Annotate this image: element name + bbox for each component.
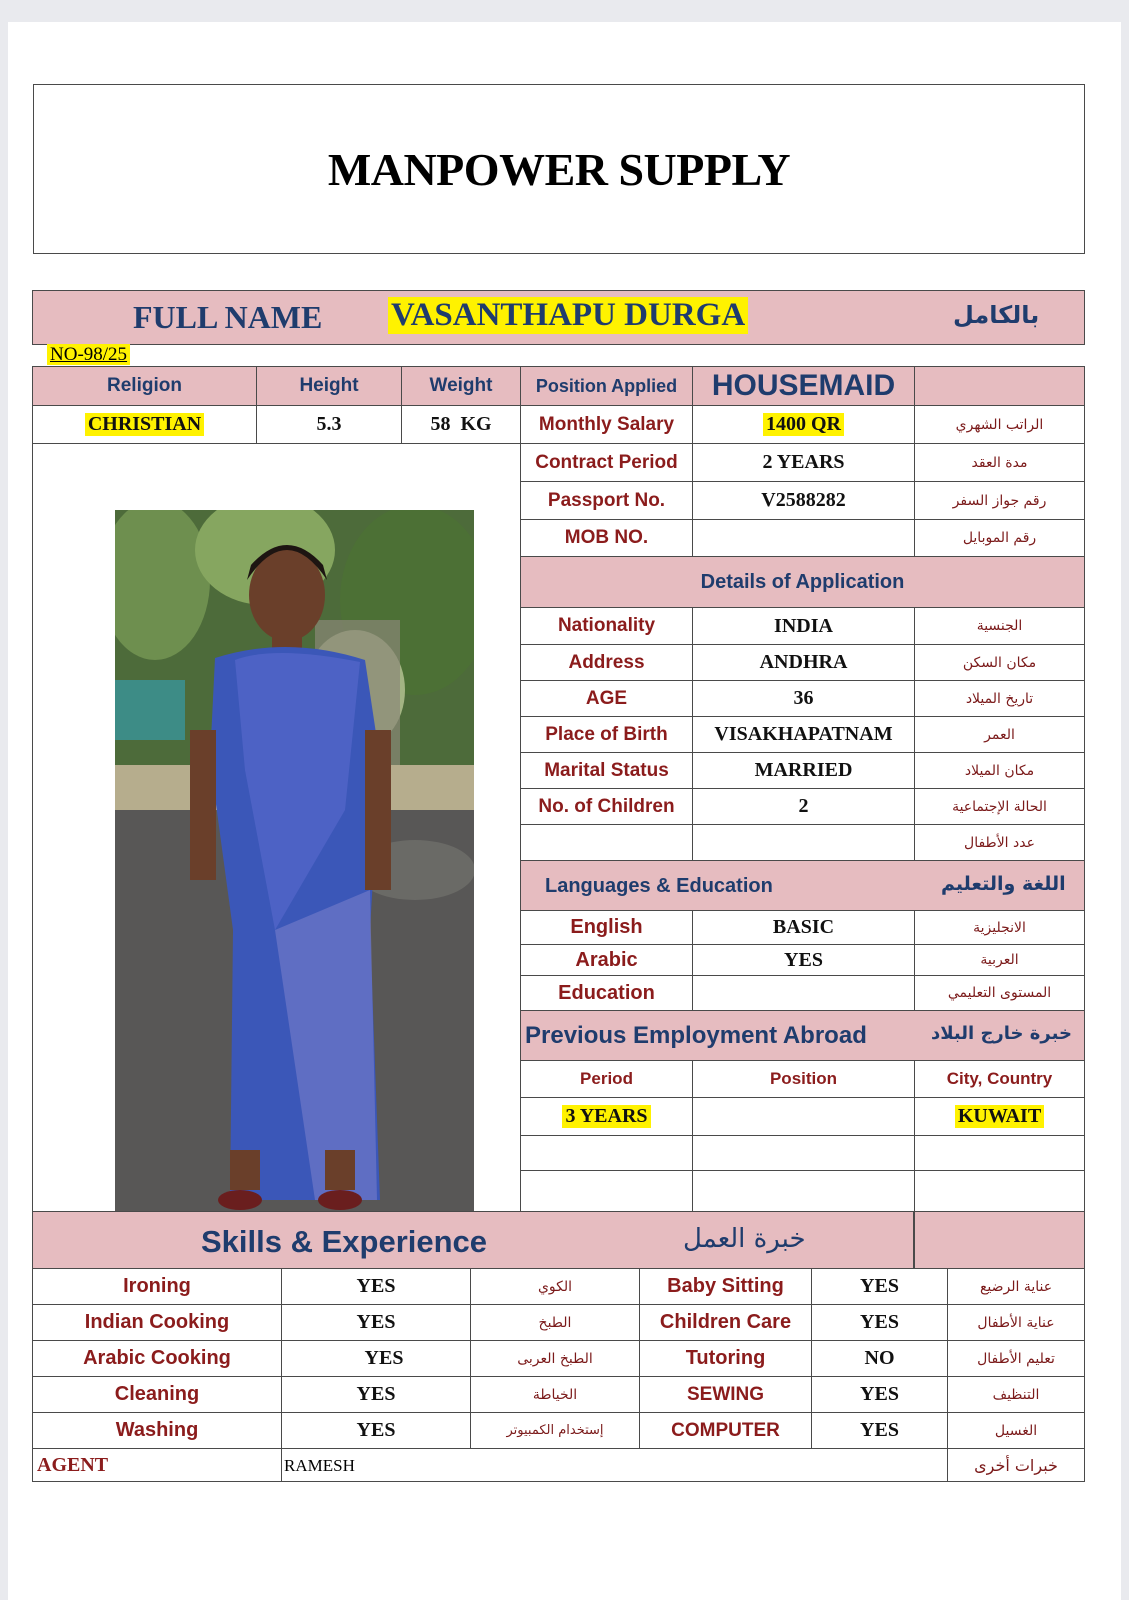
skills-header: [32, 1211, 1085, 1269]
employment-header-label: Previous Employment Abroad: [525, 1022, 867, 1049]
height-header: Height: [256, 366, 402, 406]
position-value: HOUSEMAID: [692, 366, 915, 406]
employment-empty-row: [914, 1170, 1085, 1212]
skill-washing: Washing: [32, 1412, 282, 1449]
agent-label-cell: [32, 1448, 282, 1482]
skill-cleaning: Cleaning: [32, 1376, 282, 1413]
skill-indian-cooking-ar: الطبخ: [470, 1304, 640, 1341]
passport-ar: رقم جواز السفر: [914, 481, 1085, 520]
nationality-ar: الجنسية: [914, 607, 1085, 645]
mobile-value: [692, 519, 915, 557]
skill-computer-ar: الغسيل: [947, 1412, 1085, 1449]
employment-col-city: City, Country: [914, 1060, 1085, 1098]
employment-empty-row: [520, 1135, 693, 1171]
contract-period-label: Contract Period: [520, 443, 693, 482]
skill-arabic-cooking: Arabic Cooking: [32, 1340, 282, 1377]
agent-ar: خبرات أخرى: [947, 1448, 1085, 1482]
skill-arabic-cooking-value: YES: [281, 1340, 471, 1377]
children-value: 2: [692, 788, 915, 825]
languages-header-label: Languages & Education: [545, 875, 773, 897]
skill-baby-sitting-ar: عناية الرضيع: [947, 1268, 1085, 1305]
english-ar: الانجليزية: [914, 910, 1085, 945]
weight-value: 58 KG: [401, 405, 521, 444]
skills-header-ar: خبرة العمل: [683, 1224, 806, 1254]
agent-value-cell: [281, 1448, 948, 1482]
skill-tutoring-value: NO: [811, 1340, 948, 1377]
arabic-ar: العربية: [914, 944, 1085, 976]
marital-status-value: MARRIED: [692, 752, 915, 789]
passport-value: V2588282: [692, 481, 915, 520]
skill-children-care: Children Care: [639, 1304, 812, 1341]
education-label: Education: [520, 975, 693, 1011]
skill-cleaning-value: YES: [281, 1376, 471, 1413]
skill-ironing-value: YES: [281, 1268, 471, 1305]
religion-value: CHRISTIAN: [85, 413, 204, 436]
employment-header: [520, 1010, 1085, 1061]
employment-city-value: KUWAIT: [914, 1097, 1085, 1136]
skills-header-label: Skills & Experience: [201, 1224, 488, 1259]
employment-position-value: [692, 1097, 915, 1136]
mobile-label: MOB NO.: [520, 519, 693, 557]
education-value: [692, 975, 915, 1011]
skill-indian-cooking: Indian Cooking: [32, 1304, 282, 1341]
employment-header-ar: خبرة خارج البلاد: [931, 1023, 1072, 1044]
marital-status-ar: مكان الميلاد: [914, 752, 1085, 789]
skill-cleaning-ar: الخياطة: [470, 1376, 640, 1413]
full-name-value: VASANTHAPU DURGA: [388, 297, 748, 334]
page-title: MANPOWER SUPPLY: [327, 143, 791, 195]
employment-empty-row: [692, 1170, 915, 1212]
languages-header-ar: اللغة والتعليم: [941, 873, 1066, 895]
agent-label: AGENT: [37, 1454, 109, 1476]
full-name-bar: [32, 290, 1085, 345]
religion-header: Religion: [32, 366, 257, 406]
age-value: 36: [692, 680, 915, 717]
address-ar: مكان السكن: [914, 644, 1085, 681]
full-name-ar: بالكامل: [953, 301, 1040, 329]
passport-label: Passport No.: [520, 481, 693, 520]
agent-value: RAMESH: [284, 1456, 355, 1475]
position-ar-cell: [914, 366, 1085, 406]
skill-arabic-cooking-ar: الطبخ العربى: [470, 1340, 640, 1377]
arabic-label: Arabic: [520, 944, 693, 976]
place-of-birth-ar: العمر: [914, 716, 1085, 753]
employment-col-position: Position: [692, 1060, 915, 1098]
arabic-value: YES: [692, 944, 915, 976]
skill-baby-sitting: Baby Sitting: [639, 1268, 812, 1305]
skill-tutoring: Tutoring: [639, 1340, 812, 1377]
skill-sewing-value: YES: [811, 1376, 948, 1413]
employment-empty-row: [914, 1135, 1085, 1171]
employment-empty-row: [520, 1170, 693, 1212]
religion-value-cell: [32, 405, 257, 444]
children-ar: الحالة الإجتماعية: [914, 788, 1085, 825]
employment-col-period: Period: [520, 1060, 693, 1098]
mobile-ar: رقم الموبايل: [914, 519, 1085, 557]
skill-ironing-ar: الكوي: [470, 1268, 640, 1305]
position-label: Position Applied: [520, 366, 693, 406]
children-label: No. of Children: [520, 788, 693, 825]
weight-header: Weight: [401, 366, 521, 406]
nationality-label: Nationality: [520, 607, 693, 645]
skill-sewing-ar: التنظيف: [947, 1376, 1085, 1413]
blank-detail-value: [692, 824, 915, 861]
skill-indian-cooking-value: YES: [281, 1304, 471, 1341]
title-box: [33, 84, 1085, 254]
place-of-birth-label: Place of Birth: [520, 716, 693, 753]
skills-header-divider: [913, 1212, 915, 1268]
blank-detail-label: [520, 824, 693, 861]
contract-period-ar: مدة العقد: [914, 443, 1085, 482]
full-name-label: FULL NAME: [133, 299, 323, 335]
marital-status-label: Marital Status: [520, 752, 693, 789]
employment-period-value: 3 YEARS: [520, 1097, 693, 1136]
candidate-photo-image: [115, 510, 474, 1242]
skill-sewing: SEWING: [639, 1376, 812, 1413]
skill-washing-value: YES: [281, 1412, 471, 1449]
skill-children-care-ar: عناية الأطفال: [947, 1304, 1085, 1341]
nationality-value: INDIA: [692, 607, 915, 645]
skill-ironing: Ironing: [32, 1268, 282, 1305]
age-label: AGE: [520, 680, 693, 717]
address-label: Address: [520, 644, 693, 681]
education-ar: المستوى التعليمي: [914, 975, 1085, 1011]
age-ar: تاريخ الميلاد: [914, 680, 1085, 717]
ref-number: NO-98/25: [47, 344, 130, 366]
monthly-salary-value: 1400 QR: [692, 405, 915, 444]
height-value: 5.3: [256, 405, 402, 444]
monthly-salary-label: Monthly Salary: [520, 405, 693, 444]
skill-tutoring-ar: تعليم الأطفال: [947, 1340, 1085, 1377]
english-label: English: [520, 910, 693, 945]
english-value: BASIC: [692, 910, 915, 945]
employment-empty-row: [692, 1135, 915, 1171]
skill-children-care-value: YES: [811, 1304, 948, 1341]
skill-washing-ar: إستخدام الكمبيوتر: [470, 1412, 640, 1449]
details-header: Details of Application: [520, 556, 1085, 608]
place-of-birth-value: VISAKHAPATNAM: [692, 716, 915, 753]
contract-period-value: 2 YEARS: [692, 443, 915, 482]
skill-baby-sitting-value: YES: [811, 1268, 948, 1305]
skill-computer-value: YES: [811, 1412, 948, 1449]
candidate-photo: [115, 510, 474, 1242]
monthly-salary-ar: الراتب الشهري: [914, 405, 1085, 444]
skill-computer: COMPUTER: [639, 1412, 812, 1449]
children-count-ar: عدد الأطفال: [914, 824, 1085, 861]
cv-page: [8, 22, 1121, 1600]
address-value: ANDHRA: [692, 644, 915, 681]
languages-header: [520, 860, 1085, 911]
